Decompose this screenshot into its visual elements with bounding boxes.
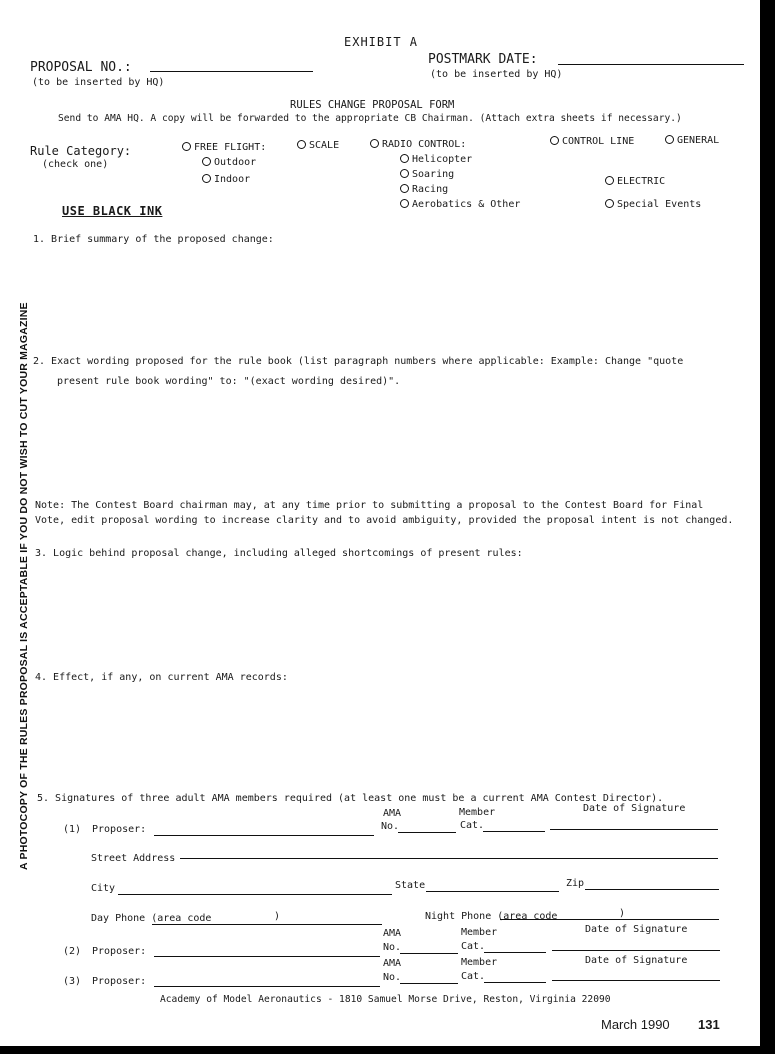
radio-icon[interactable]	[400, 184, 409, 193]
sig2-member-label: Member	[461, 927, 498, 938]
night-phone-close: )	[619, 908, 626, 919]
exhibit-title: EXHIBIT A	[344, 35, 419, 49]
sig3-ama-no-field[interactable]	[400, 983, 458, 984]
sig1-ama-no-field[interactable]	[398, 832, 456, 833]
question-4: 4. Effect, if any, on current AMA records:	[35, 672, 288, 683]
postmark-hint: (to be inserted by HQ)	[430, 69, 563, 80]
radio-icon[interactable]	[400, 154, 409, 163]
radio-icon[interactable]	[665, 135, 674, 144]
sig2-no-label: No.	[383, 942, 402, 953]
sig1-proposer-label: Proposer:	[92, 824, 147, 835]
instructions: Send to AMA HQ. A copy will be forwarded to the appropriate CB Chairman. (Attach extra sheets if necessary.)	[58, 113, 682, 124]
radio-icon[interactable]	[297, 140, 306, 149]
sig2-cat-label: Cat.	[461, 941, 486, 952]
sig2-date-label: Date of Signature	[585, 924, 688, 935]
radio-icon[interactable]	[202, 157, 211, 166]
sig2-proposer-label: Proposer:	[92, 946, 147, 957]
radio-icon[interactable]	[400, 169, 409, 178]
radio-icon[interactable]	[182, 142, 191, 151]
night-phone-field[interactable]	[500, 919, 719, 920]
sig1-no-label: No.	[381, 821, 400, 832]
option-aerobatics[interactable]: Aerobatics & Other	[400, 199, 520, 210]
sig3-proposer-field[interactable]	[154, 986, 380, 987]
sig2-number: (2)	[63, 946, 82, 957]
proposal-no-label: PROPOSAL NO.:	[30, 60, 132, 75]
page-number: 131	[698, 1017, 720, 1032]
postmark-label: POSTMARK DATE:	[428, 52, 538, 67]
night-phone-label: Night Phone (area code	[425, 911, 558, 922]
sig2-cat-field[interactable]	[484, 952, 546, 953]
option-helicopter[interactable]: Helicopter	[400, 154, 472, 165]
day-phone-field[interactable]	[152, 924, 382, 925]
option-free-flight[interactable]: FREE FLIGHT:	[182, 142, 266, 153]
category-hint: (check one)	[42, 159, 109, 170]
sig3-date-field[interactable]	[552, 980, 720, 981]
option-scale[interactable]: SCALE	[297, 140, 339, 151]
sig1-member-label: Member	[459, 807, 496, 818]
street-label: Street Address	[91, 853, 176, 864]
radio-icon[interactable]	[605, 199, 614, 208]
page-edge-right	[760, 0, 775, 1054]
sig3-date-label: Date of Signature	[585, 955, 688, 966]
category-label: Rule Category:	[30, 144, 132, 158]
city-field[interactable]	[118, 894, 392, 895]
use-black-ink: USE BLACK INK	[62, 204, 163, 218]
sig2-ama-no-field[interactable]	[400, 953, 458, 954]
day-phone-label: Day Phone (area code	[91, 913, 212, 924]
question-5: 5. Signatures of three adult AMA members required (at least one must be a current AMA Contest Director).	[37, 793, 664, 804]
sig1-number: (1)	[63, 824, 82, 835]
sig2-ama-label: AMA	[383, 928, 402, 939]
sig2-date-field[interactable]	[552, 950, 720, 951]
option-general[interactable]: GENERAL	[665, 135, 719, 146]
sig3-member-label: Member	[461, 957, 498, 968]
option-special-events[interactable]: Special Events	[605, 199, 701, 210]
footer-date: March 1990	[601, 1017, 670, 1032]
sig1-proposer-field[interactable]	[154, 835, 374, 836]
radio-icon[interactable]	[400, 199, 409, 208]
sig1-cat-label: Cat.	[460, 820, 485, 831]
question-2-line2: present rule book wording" to: "(exact wording desired)".	[57, 376, 401, 387]
postmark-field[interactable]	[558, 64, 744, 65]
day-phone-close: )	[274, 911, 281, 922]
question-3: 3. Logic behind proposal change, including alleged shortcomings of present rules:	[35, 548, 523, 559]
proposal-no-hint: (to be inserted by HQ)	[32, 77, 165, 88]
form-title: RULES CHANGE PROPOSAL FORM	[290, 99, 455, 111]
option-electric[interactable]: ELECTRIC	[605, 176, 665, 187]
radio-icon[interactable]	[550, 136, 559, 145]
option-racing[interactable]: Racing	[400, 184, 448, 195]
sig1-date-field[interactable]	[550, 829, 718, 830]
sig1-date-label: Date of Signature	[583, 803, 686, 814]
option-radio-control[interactable]: RADIO CONTROL:	[370, 139, 466, 150]
state-label: State	[395, 880, 426, 891]
sig3-cat-field[interactable]	[484, 982, 546, 983]
radio-icon[interactable]	[202, 174, 211, 183]
sig3-cat-label: Cat.	[461, 971, 486, 982]
question-2-line1: 2. Exact wording proposed for the rule book (list paragraph numbers where applicable: Example: Change "quote	[33, 356, 684, 367]
option-indoor[interactable]: Indoor	[202, 174, 250, 185]
zip-field[interactable]	[585, 889, 719, 890]
state-field[interactable]	[426, 891, 559, 892]
zip-label: Zip	[566, 878, 585, 889]
question-1: 1. Brief summary of the proposed change:	[33, 234, 274, 245]
side-note: A PHOTOCOPY OF THE RULES PROPOSAL IS ACCEPTABLE IF YOU DO NOT WISH TO CUT YOUR MAGAZINE	[18, 302, 30, 870]
sig1-cat-field[interactable]	[483, 831, 545, 832]
note-line2: Vote, edit proposal wording to increase clarity and to avoid ambiguity, provided the proposal intent is not changed.	[35, 515, 734, 526]
option-soaring[interactable]: Soaring	[400, 169, 454, 180]
proposal-no-field[interactable]	[150, 71, 313, 72]
option-control-line[interactable]: CONTROL LINE	[550, 136, 634, 147]
radio-icon[interactable]	[370, 139, 379, 148]
option-outdoor[interactable]: Outdoor	[202, 157, 256, 168]
note-line1: Note: The Contest Board chairman may, at any time prior to submitting a proposal to the Contest Board for Final	[35, 500, 704, 511]
sig3-ama-label: AMA	[383, 958, 402, 969]
sig3-number: (3)	[63, 976, 82, 987]
sig1-ama-label: AMA	[383, 808, 402, 819]
radio-icon[interactable]	[605, 176, 614, 185]
page-edge-bottom	[0, 1046, 775, 1054]
city-label: City	[91, 883, 116, 894]
street-field[interactable]	[180, 858, 718, 859]
sig3-no-label: No.	[383, 972, 402, 983]
sig3-proposer-label: Proposer:	[92, 976, 147, 987]
footer-address: Academy of Model Aeronautics - 1810 Samuel Morse Drive, Reston, Virginia 22090	[160, 994, 611, 1005]
sig2-proposer-field[interactable]	[154, 956, 380, 957]
